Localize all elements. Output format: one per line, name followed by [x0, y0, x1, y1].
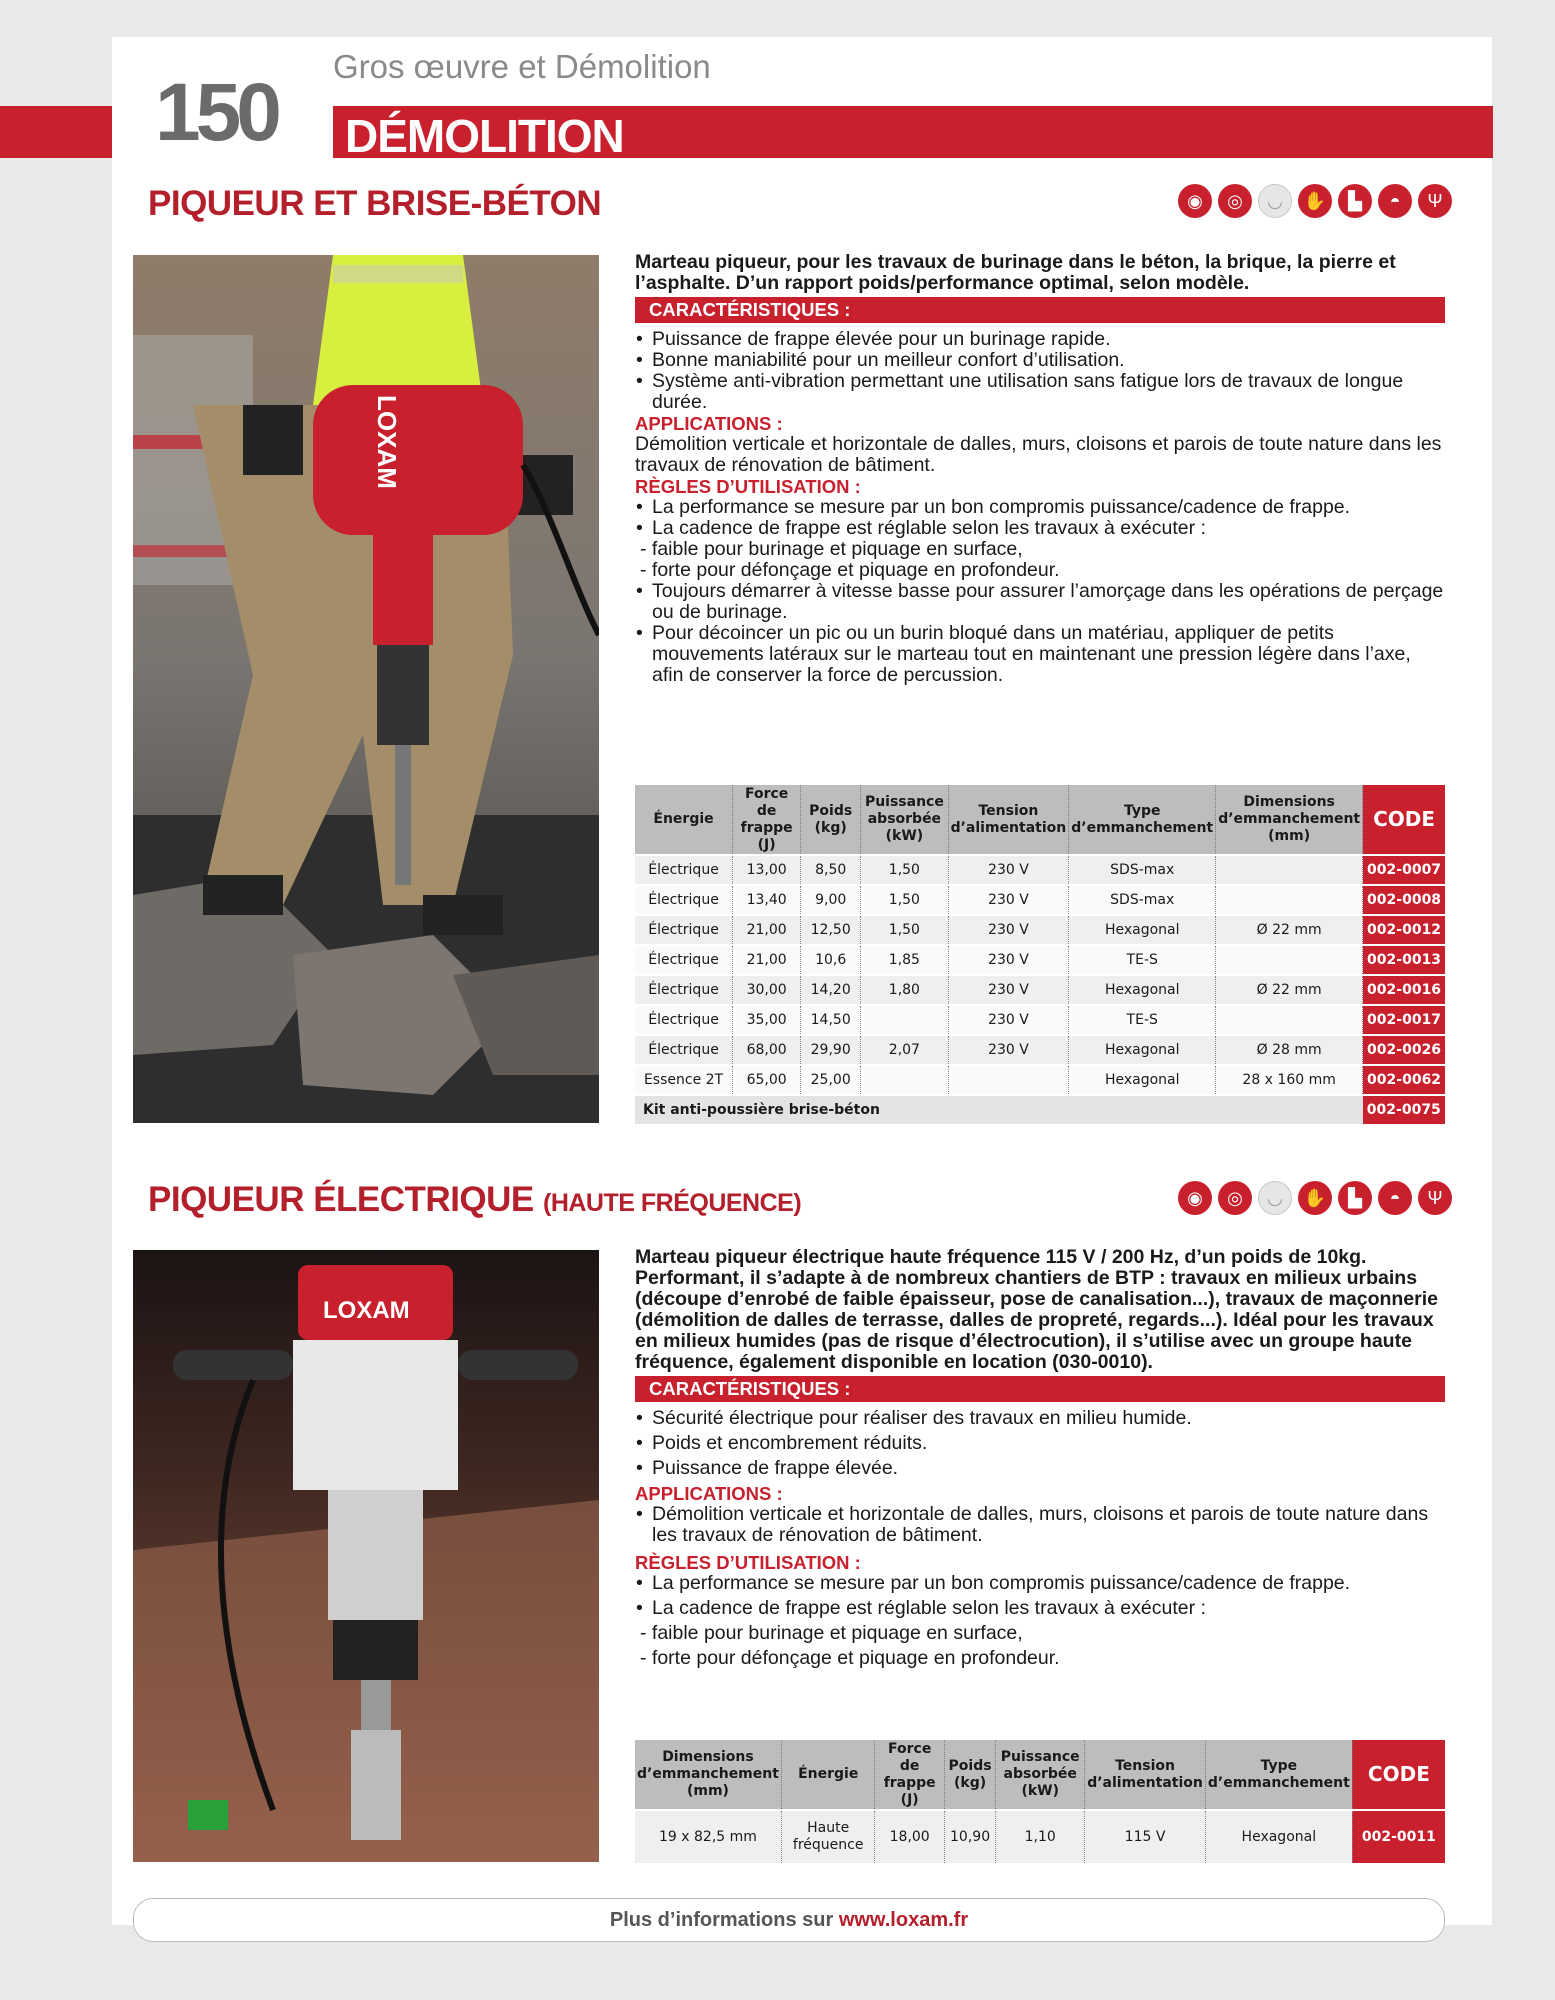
gloves-icon: ✋ [1298, 1181, 1332, 1215]
table-cell: TE-S [1069, 945, 1216, 975]
table-cell: 25,00 [801, 1065, 861, 1095]
table-cell: 65,00 [733, 1065, 801, 1095]
table-cell: Ø 28 mm [1216, 1035, 1363, 1065]
eye-protection-icon: ◉ [1178, 184, 1212, 218]
list-item: • La cadence de frappe est réglable selon les travaux à exécuter : [635, 518, 1445, 539]
table-row [635, 915, 1445, 945]
table-cell: 21,00 [733, 915, 801, 945]
footer-link[interactable]: www.loxam.fr [838, 1909, 969, 1931]
table-header: Poids (kg) [944, 1740, 995, 1810]
table-cell: 10,6 [801, 945, 861, 975]
table-cell: Hexagonal [1069, 975, 1216, 1005]
ear-protection-icon: ◎ [1218, 184, 1252, 218]
product-code: 002-0007 [1363, 855, 1445, 885]
product2-title-suffix: (HAUTE FRÉQUENCE) [543, 1189, 802, 1217]
table-row [635, 975, 1445, 1005]
table-cell: 1,50 [861, 915, 948, 945]
table-cell: SDS-max [1069, 885, 1216, 915]
table-header: Type d’emmanchement [1205, 1740, 1352, 1810]
eye-protection-icon: ◉ [1178, 1181, 1212, 1215]
table-cell: 30,00 [733, 975, 801, 1005]
product1-table [635, 785, 1445, 1126]
table-cell [861, 1005, 948, 1035]
dust-mask-icon: ◡ [1258, 1181, 1292, 1215]
safety-boots-icon: ▙ [1338, 1181, 1372, 1215]
table-cell: 10,90 [944, 1810, 995, 1864]
table-cell: Électrique [635, 1035, 733, 1065]
table-row [635, 1810, 1445, 1864]
product2-applications-label: APPLICATIONS : [635, 1483, 783, 1504]
list-item: • La performance se mesure par un bon compromis puissance/cadence de frappe. [635, 497, 1445, 518]
table-cell: Hexagonal [1069, 915, 1216, 945]
product2-text [635, 1247, 1445, 1669]
chapter-subtitle: Gros œuvre et Démolition [333, 48, 711, 85]
table-cell: 1,85 [861, 945, 948, 975]
list-item: • Bonne maniabilité pour un meilleur confort d’utilisation. [635, 350, 1445, 371]
footer-prefix: Plus d’informations sur [609, 1909, 834, 1931]
table-header: Dimensions d’emmanchement (mm) [1216, 785, 1363, 855]
table-cell: 1,80 [861, 975, 948, 1005]
safety-boots-icon: ▙ [1338, 184, 1372, 218]
product1-photo [133, 255, 599, 1123]
vest-icon: Ψ [1418, 184, 1452, 218]
product1-text [635, 252, 1445, 686]
section-title: DÉMOLITION [345, 110, 624, 162]
product2-regles-label: RÈGLES D’UTILISATION : [635, 1552, 861, 1573]
table-header: Dimensions d’emmanchement (mm) [635, 1740, 781, 1810]
list-item: • Puissance de frappe élevée. [635, 1458, 1445, 1479]
section-banner [333, 106, 1493, 162]
list-item: • Démolition verticale et horizontale de dalles, murs, cloisons et parois de toute nature dans les travaux de rénovation de bâtiment. [635, 1504, 1445, 1546]
list-item: • La cadence de frappe est réglable selon les travaux à exécuter : [635, 1598, 1445, 1619]
table-cell [948, 1065, 1069, 1095]
table-cell [861, 1065, 948, 1095]
table-header: Poids (kg) [801, 785, 861, 855]
table-cell: Haute fréquence [781, 1810, 875, 1864]
table-cell: 2,07 [861, 1035, 948, 1065]
table-cell: 1,10 [996, 1810, 1085, 1864]
table-cell [1216, 1005, 1363, 1035]
table-cell: 12,50 [801, 915, 861, 945]
product2-title: PIQUEUR ÉLECTRIQUE [148, 1180, 534, 1219]
table-cell: 230 V [948, 915, 1069, 945]
table-cell: Électrique [635, 885, 733, 915]
left-accent-band [0, 106, 112, 158]
table-cell: 230 V [948, 855, 1069, 885]
list-item: • Sécurité électrique pour réaliser des travaux en milieu humide. [635, 1408, 1445, 1429]
helmet-icon: ◓ [1378, 1181, 1412, 1215]
table-cell: 230 V [948, 885, 1069, 915]
product1-applications-label: APPLICATIONS : [635, 413, 783, 434]
table-cell: Essence 2T [635, 1065, 733, 1095]
table-row [635, 1065, 1445, 1095]
ear-protection-icon: ◎ [1218, 1181, 1252, 1215]
table-cell: Électrique [635, 1005, 733, 1035]
table-header: Force de frappe (J) [733, 785, 801, 855]
table-row [635, 1005, 1445, 1035]
table-cell: SDS-max [1069, 855, 1216, 885]
product2-intro: Marteau piqueur électrique haute fréquence 115 V / 200 Hz, d’un poids de 10kg. Performant, il s’adapte à de nombreux chantiers de BTP : travaux en milieux urbains (découpe d’enrobé de faible épaisseur, pose de canalisation...), travaux de maçonnerie (démolition de dalles de terrasse, dalles de propreté, regards...). Idéal pour les travaux en milieux humides (pas de risque d’électrocution), il s’utilise avec un groupe haute fréquence, également disponible en location (030-0010). [635, 1246, 1439, 1373]
table-cell: Ø 22 mm [1216, 975, 1363, 1005]
table-cell [1216, 945, 1363, 975]
table-cell: Électrique [635, 975, 733, 1005]
product2-title-row [148, 1180, 801, 1220]
table-header: Tension d’alimentation [948, 785, 1069, 855]
table-row [635, 885, 1445, 915]
product2-table [635, 1740, 1445, 1865]
product1-applications: Démolition verticale et horizontale de dalles, murs, cloisons et parois de toute nature dans les travaux de rénovation de bâtiment. [635, 433, 1442, 476]
table-header: Énergie [781, 1740, 875, 1810]
table-cell: 9,00 [801, 885, 861, 915]
list-item: • Système anti-vibration permettant une utilisation sans fatigue lors de travaux de longue durée. [635, 371, 1445, 413]
table-header: Tension d’alimentation [1085, 1740, 1206, 1810]
table-row [635, 855, 1445, 885]
product-code: 002-0008 [1363, 885, 1445, 915]
list-item: • Puissance de frappe élevée pour un burinage rapide. [635, 329, 1445, 350]
list-item: - forte pour défonçage et piquage en profondeur. [640, 559, 1060, 581]
table-cell: Hexagonal [1205, 1810, 1352, 1864]
helmet-icon: ◓ [1378, 184, 1412, 218]
product1-caracteristiques-bar: CARACTÉRISTIQUES : [635, 297, 1445, 323]
table-cell [1216, 855, 1363, 885]
table-cell: Hexagonal [1069, 1065, 1216, 1095]
footer [133, 1898, 1445, 1942]
table-cell: 21,00 [733, 945, 801, 975]
table-cell: Ø 22 mm [1216, 915, 1363, 945]
dust-mask-icon: ◡ [1258, 184, 1292, 218]
product-code: 002-0013 [1363, 945, 1445, 975]
table-cell: 13,40 [733, 885, 801, 915]
table-cell: TE-S [1069, 1005, 1216, 1035]
product-code: 002-0017 [1363, 1005, 1445, 1035]
table-row [635, 1035, 1445, 1065]
table-cell: 18,00 [875, 1810, 944, 1864]
product2-photo [133, 1250, 599, 1862]
list-item: - faible pour burinage et piquage en surface, [640, 1622, 1023, 1644]
product1-intro: Marteau piqueur, pour les travaux de burinage dans le béton, la brique, la pierre et l’asphalte. D’un rapport poids/performance optimal, selon modèle. [635, 251, 1396, 294]
table-cell: 8,50 [801, 855, 861, 885]
product-code: 002-0011 [1352, 1810, 1445, 1864]
table-cell: Électrique [635, 855, 733, 885]
gloves-icon: ✋ [1298, 184, 1332, 218]
product1-title: PIQUEUR ET BRISE-BÉTON [148, 184, 602, 223]
product-code: 002-0075 [1363, 1095, 1445, 1125]
table-cell: 14,20 [801, 975, 861, 1005]
kit-label: Kit anti-poussière brise-béton [635, 1095, 1363, 1125]
product1-safety-icons [1178, 184, 1452, 218]
table-row [635, 945, 1445, 975]
product-code: 002-0062 [1363, 1065, 1445, 1095]
table-cell: 13,00 [733, 855, 801, 885]
table-cell: 14,50 [801, 1005, 861, 1035]
product1-photo-logo: LOXAM [372, 395, 402, 489]
product1-regles-label: RÈGLES D’UTILISATION : [635, 476, 861, 497]
table-cell: 19 x 82,5 mm [635, 1810, 781, 1864]
table-cell: Électrique [635, 945, 733, 975]
table-header-code: CODE [1363, 785, 1445, 855]
list-item: - faible pour burinage et piquage en surface, [640, 538, 1023, 560]
product2-safety-icons [1178, 1181, 1452, 1215]
table-header-code: CODE [1352, 1740, 1445, 1810]
vest-icon: Ψ [1418, 1181, 1452, 1215]
table-cell: 230 V [948, 1035, 1069, 1065]
table-cell: Hexagonal [1069, 1035, 1216, 1065]
table-cell: 68,00 [733, 1035, 801, 1065]
table-cell: 29,90 [801, 1035, 861, 1065]
table-cell: Électrique [635, 915, 733, 945]
product2-caracteristiques-bar: CARACTÉRISTIQUES : [635, 1376, 1445, 1402]
list-item: - forte pour défonçage et piquage en profondeur. [640, 1647, 1060, 1669]
table-header: Type d’emmanchement [1069, 785, 1216, 855]
table-header: Force de frappe (J) [875, 1740, 944, 1810]
table-cell: 115 V [1085, 1810, 1206, 1864]
table-cell: 230 V [948, 945, 1069, 975]
product2-photo-logo: LOXAM [323, 1297, 410, 1324]
product-code: 002-0012 [1363, 915, 1445, 945]
table-cell: 1,50 [861, 855, 948, 885]
table-header: Énergie [635, 785, 733, 855]
product-code: 002-0016 [1363, 975, 1445, 1005]
product-code: 002-0026 [1363, 1035, 1445, 1065]
list-item: • Poids et encombrement réduits. [635, 1433, 1445, 1454]
table-cell: 230 V [948, 975, 1069, 1005]
table-header: Puissance absorbée (kW) [996, 1740, 1085, 1810]
page-number: 150 [155, 67, 277, 158]
list-item: • Pour décoincer un pic ou un burin bloqué dans un matériau, appliquer de petits mouvements latéraux sur le marteau tout en maintenant une pression légère dans l’axe, afin de conserver la force de percussion. [635, 623, 1445, 686]
table-cell: 230 V [948, 1005, 1069, 1035]
table-cell: 1,50 [861, 885, 948, 915]
table-cell [1216, 885, 1363, 915]
table-cell: 28 x 160 mm [1216, 1065, 1363, 1095]
table-cell: 35,00 [733, 1005, 801, 1035]
table-header: Puissance absorbée (kW) [861, 785, 948, 855]
list-item: • Toujours démarrer à vitesse basse pour assurer l’amorçage dans les opérations de perçage ou de burinage. [635, 581, 1445, 623]
table-row-kit [635, 1095, 1445, 1125]
list-item: • La performance se mesure par un bon compromis puissance/cadence de frappe. [635, 1573, 1445, 1594]
